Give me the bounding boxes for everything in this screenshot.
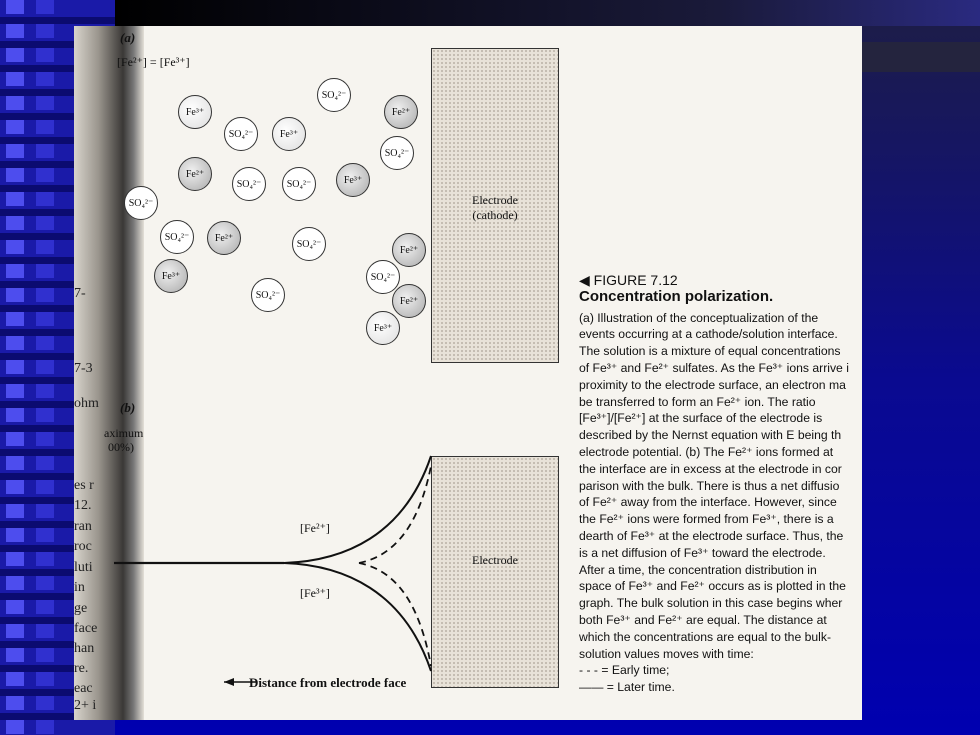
caption-line: of Fe²⁺ away from the interface. However, since	[579, 495, 837, 510]
edge-text-fragment: eac	[74, 681, 93, 696]
edge-text-fragment: face	[74, 621, 98, 636]
fe2-curve-label: [Fe²⁺]	[300, 521, 330, 535]
sulfate-ion: SO₄²⁻	[232, 167, 266, 201]
edge-text-fragment: 2+ i	[74, 698, 97, 713]
sulfate-ion: SO₄²⁻	[251, 278, 285, 312]
iron-ion: Fe³⁺	[336, 163, 370, 197]
electrode-label-b: Electrode	[472, 553, 518, 567]
sulfate-ion: SO₄²⁻	[366, 260, 400, 294]
sulfate-ion: SO₄²⁻	[124, 186, 158, 220]
figure-caption	[579, 272, 862, 696]
edge-text-fragment: ge	[74, 601, 88, 616]
figure-number: ◀ FIGURE 7.12	[579, 272, 678, 288]
equal-concentration-label: [Fe²⁺] = [Fe³⁺]	[117, 55, 190, 69]
iron-ion: Fe²⁺	[384, 95, 418, 129]
caption-line: both Fe³⁺ and Fe²⁺ are equal. The distance at	[579, 612, 827, 627]
edge-text-fragment: 7-	[74, 286, 86, 301]
maximum-label: aximum	[104, 426, 144, 440]
legend-later-time: —— = Later time.	[579, 680, 675, 695]
edge-text-fragment: han	[74, 641, 95, 656]
caption-line: proximity to the electrode surface, an electron ma	[579, 377, 846, 392]
iron-ion: Fe³⁺	[272, 117, 306, 151]
sulfate-ion: SO₄²⁻	[160, 220, 194, 254]
edge-text-fragment: 7-3	[74, 361, 93, 376]
caption-line: electrode potential. (b) The Fe²⁺ ions formed at	[579, 444, 834, 459]
caption-line: of Fe³⁺ and Fe²⁺ sulfates. As the Fe³⁺ ions arrive i	[579, 360, 849, 375]
edge-text-fragment: 12.	[74, 498, 92, 513]
legend-early-time: - - - = Early time;	[579, 663, 670, 678]
fe3-early-curve	[359, 563, 431, 666]
iron-ion: Fe³⁺	[154, 259, 188, 293]
iron-ion: Fe²⁺	[392, 284, 426, 318]
iron-ion: Fe³⁺	[366, 311, 400, 345]
caption-line: [Fe³⁺]/[Fe²⁺] at the surface of the electrode is	[579, 411, 823, 426]
caption-line: the Fe²⁺ ions were formed from Fe³⁺, there is a	[579, 512, 834, 527]
panel-a-label: (a)	[120, 30, 136, 45]
edge-text-fragment: ohm	[74, 396, 99, 411]
caption-line: parison with the bulk. There is thus a net diffusio	[579, 478, 840, 493]
scanned-textbook-page	[74, 26, 862, 720]
right-band	[862, 26, 980, 735]
edge-text-fragment: es r	[74, 478, 94, 493]
caption-line: (a) Illustration of the conceptualization of the	[579, 310, 819, 325]
edge-text-fragment: re.	[74, 661, 89, 676]
caption-line: described by the Nernst equation with E being th	[579, 428, 842, 443]
electrode-label-a: Electrode	[472, 193, 518, 207]
iron-ion: Fe²⁺	[207, 221, 241, 255]
edge-text-fragment: in	[74, 580, 85, 595]
figure-title: Concentration polarization.	[579, 287, 774, 305]
sulfate-ion: SO₄²⁻	[282, 167, 316, 201]
fe3-later-curve	[284, 563, 431, 671]
edge-text-fragment: roc	[74, 539, 92, 554]
iron-ion: Fe²⁺	[392, 233, 426, 267]
caption-line: solution values moves with time:	[579, 646, 754, 661]
caption-line: be transferred to form an Fe²⁺ ion. The ratio	[579, 394, 816, 409]
cathode-label: (cathode)	[472, 208, 518, 222]
decorative-strip-inner	[36, 0, 54, 735]
axis-arrow-head	[224, 678, 234, 686]
panel-b-label: (b)	[120, 400, 136, 415]
sulfate-ion: SO₄²⁻	[224, 117, 258, 151]
caption-line: The solution is a mixture of equal concentrations	[579, 344, 841, 359]
caption-line: is a net diffusion of Fe³⁺ toward the electrode.	[579, 545, 826, 560]
fe3-curve-label: [Fe³⁺]	[300, 586, 330, 600]
sulfate-ion: SO₄²⁻	[317, 78, 351, 112]
iron-ion: Fe²⁺	[178, 157, 212, 191]
caption-line: dearth of Fe³⁺ at the electrode surface. Thus, the	[579, 528, 844, 543]
caption-body	[579, 310, 862, 663]
percent-label: 00%)	[108, 440, 134, 454]
edge-text-fragment: ran	[74, 519, 92, 534]
caption-line: After a time, the concentration distribution in	[579, 562, 817, 577]
caption-line: events occurring at a cathode/solution interface.	[579, 327, 838, 342]
x-axis-label: Distance from electrode face	[249, 675, 407, 690]
iron-ion: Fe³⁺	[178, 95, 212, 129]
sulfate-ion: SO₄²⁻	[380, 136, 414, 170]
top-band	[115, 0, 980, 26]
caption-line: which the concentrations are equal to the bulk-	[579, 629, 832, 644]
edge-text-fragment: luti	[74, 560, 93, 575]
caption-line: graph. The bulk solution in this case begins wher	[579, 596, 843, 611]
caption-line: space of Fe³⁺ and Fe²⁺ occurs as is plotted in the	[579, 579, 846, 594]
sulfate-ion: SO₄²⁻	[292, 227, 326, 261]
fe2-later-curve	[284, 456, 431, 563]
caption-line: the interface are in excess at the electrode in cor	[579, 461, 842, 476]
